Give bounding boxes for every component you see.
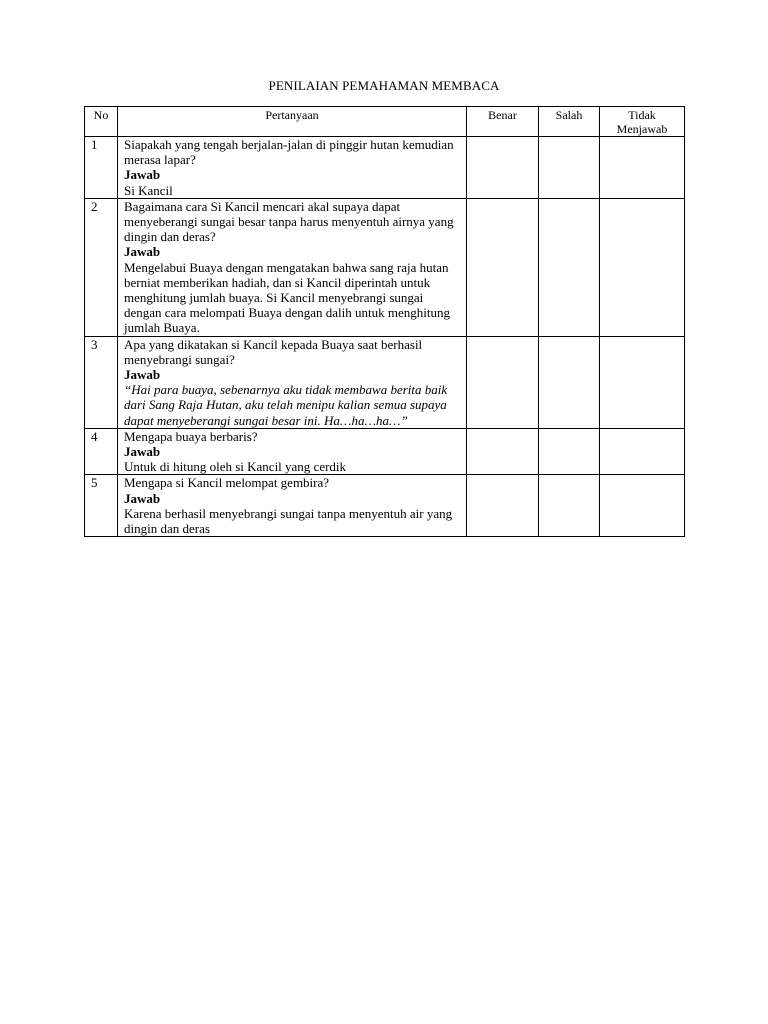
salah-cell[interactable] bbox=[539, 137, 600, 199]
header-benar: Benar bbox=[467, 107, 539, 137]
header-question: Pertanyaan bbox=[118, 107, 467, 137]
question-text: Siapakah yang tengah berjalan-jalan di pinggir hutan kemudian merasa lapar? bbox=[124, 137, 454, 168]
document-title: PENILAIAN PEMAHAMAN MEMBACA bbox=[268, 78, 500, 93]
table-row bbox=[85, 198, 685, 336]
table-row bbox=[85, 428, 685, 475]
benar-cell[interactable] bbox=[467, 137, 539, 199]
header-no: No bbox=[85, 107, 118, 137]
salah-cell[interactable] bbox=[539, 198, 600, 336]
question-text: Apa yang dikatakan si Kancil kepada Buaya saat berhasil menyebrangi sungai? bbox=[124, 336, 423, 367]
benar-cell[interactable] bbox=[467, 198, 539, 336]
answer-text: Mengelabui Buaya dengan mengatakan bahwa sang raja hutan berniat memberikan hadiah, dan si Kancil diperintah untuk menghitung jumlah buaya. Si Kancil menyebrangi sungai dengan cara melompati Buaya dengan dalih untuk menghitung jumlah Buaya. bbox=[124, 259, 450, 336]
benar-cell[interactable] bbox=[467, 475, 539, 537]
answer-label: Jawab bbox=[124, 444, 161, 460]
question-text: Mengapa si Kancil melompat gembira? bbox=[124, 475, 330, 491]
row-number: 2 bbox=[85, 198, 118, 336]
header-tidak-line1: Tidak bbox=[628, 108, 656, 122]
salah-cell[interactable] bbox=[539, 336, 600, 428]
header-tidak-menjawab bbox=[600, 107, 685, 137]
header-tidak-line2: Menjawab bbox=[616, 122, 668, 136]
table-row bbox=[85, 336, 685, 428]
question-cell bbox=[118, 198, 467, 336]
table-row bbox=[85, 475, 685, 537]
row-number: 1 bbox=[85, 137, 118, 199]
question-cell bbox=[118, 475, 467, 537]
row-number: 3 bbox=[85, 336, 118, 428]
question-cell bbox=[118, 137, 467, 199]
benar-cell[interactable] bbox=[467, 336, 539, 428]
table-row bbox=[85, 137, 685, 199]
question-cell bbox=[118, 336, 467, 428]
tidak-menjawab-cell[interactable] bbox=[600, 336, 685, 428]
tidak-menjawab-cell[interactable] bbox=[600, 475, 685, 537]
salah-cell[interactable] bbox=[539, 475, 600, 537]
table-header-row bbox=[85, 107, 685, 137]
answer-label: Jawab bbox=[124, 244, 161, 260]
salah-cell[interactable] bbox=[539, 428, 600, 475]
tidak-menjawab-cell[interactable] bbox=[600, 198, 685, 336]
header-salah: Salah bbox=[539, 107, 600, 137]
answer-label: Jawab bbox=[124, 490, 161, 506]
row-number: 4 bbox=[85, 428, 118, 475]
tidak-menjawab-cell[interactable] bbox=[600, 428, 685, 475]
row-number: 5 bbox=[85, 475, 118, 537]
question-cell bbox=[118, 428, 467, 475]
benar-cell[interactable] bbox=[467, 428, 539, 475]
tidak-menjawab-cell[interactable] bbox=[600, 137, 685, 199]
question-text: Mengapa buaya berbaris? bbox=[124, 428, 258, 444]
answer-text: Karena berhasil menyebrangi sungai tanpa menyentuh air yang dingin dan deras bbox=[124, 505, 453, 537]
question-text: Bagaimana cara Si Kancil mencari akal supaya dapat menyeberangi sungai besar tanpa harus menyentuh airnya yang dingin dan deras? bbox=[124, 198, 454, 245]
answer-label: Jawab bbox=[124, 367, 161, 383]
answer-label: Jawab bbox=[124, 167, 161, 183]
answer-text: Untuk di hitung oleh si Kancil yang cerdik bbox=[124, 459, 347, 475]
assessment-table bbox=[84, 106, 685, 537]
answer-text: Si Kancil bbox=[124, 182, 173, 198]
answer-text: “Hai para buaya, sebenarnya aku tidak membawa berita baik dari Sang Raja Hutan, aku telah menipu kalian semua supaya dapat menyeberangi sungai besar ini. Ha…ha…ha…” bbox=[124, 382, 448, 428]
